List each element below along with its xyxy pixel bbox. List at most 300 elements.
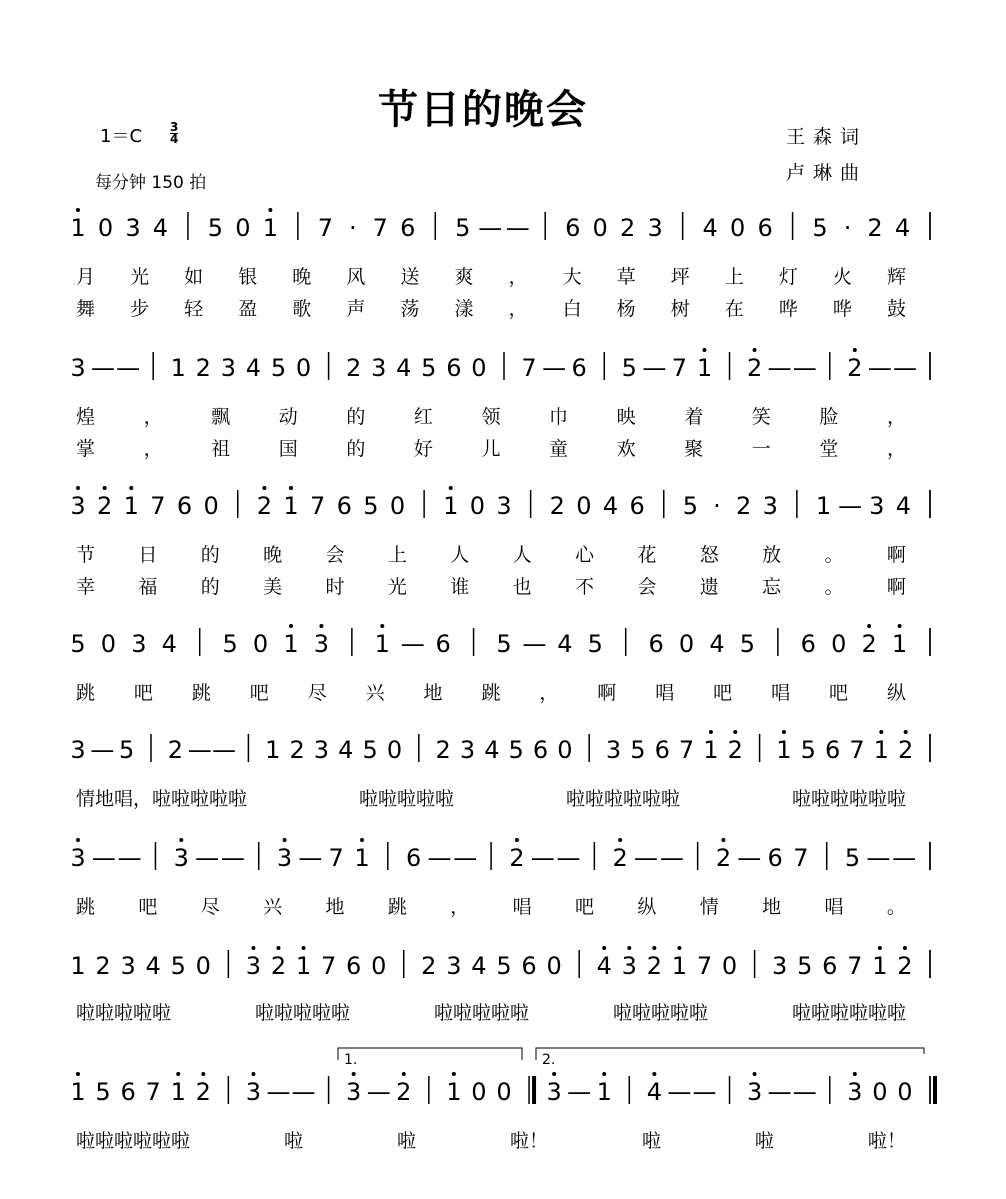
lyric-syllable: 啊 <box>886 576 906 598</box>
lyric-syllable: 爽 <box>454 266 474 288</box>
note: 5 <box>508 736 524 764</box>
note: 2 <box>612 844 628 872</box>
lyric-syllable: 节 <box>76 544 96 566</box>
note: 3 <box>70 736 86 764</box>
dash-note: — <box>117 844 142 872</box>
dash-note: — <box>567 1078 592 1106</box>
lyric-syllable: 人 <box>450 544 470 566</box>
dash-note: — <box>90 736 115 764</box>
note: 7 <box>317 214 333 242</box>
note: 4 <box>471 952 487 980</box>
dash-note: — <box>659 844 684 872</box>
tempo-marking: 每分钟 150 拍 <box>95 173 207 193</box>
lyric-syllable: 啦 <box>283 1130 303 1152</box>
dash-note: — <box>530 844 555 872</box>
note: 2 <box>861 630 877 658</box>
lyric-syllable: 啦啦啦啦啦啦 <box>791 1002 906 1024</box>
note: 6 <box>120 1078 136 1106</box>
note: 6 <box>800 630 816 658</box>
dash-note: — <box>427 844 452 872</box>
note: 7 <box>793 844 809 872</box>
lyric-syllable: ， <box>450 896 470 918</box>
lyric-syllable: 银 <box>238 266 258 288</box>
note: 2 <box>646 952 662 980</box>
key-signature: 1＝C <box>100 126 143 147</box>
high-octave-dot <box>76 1072 80 1076</box>
lyric-syllable: 映 <box>616 406 636 428</box>
high-octave-dot <box>289 486 293 490</box>
note: 1 <box>703 736 719 764</box>
lyric-line-1b <box>76 294 906 321</box>
lyric-syllable: 放 <box>762 544 782 566</box>
lyric-syllable: ， <box>886 406 906 428</box>
note: 2 <box>867 214 883 242</box>
note: 3 <box>869 492 885 520</box>
high-octave-dot <box>129 486 133 490</box>
lyric-syllable: 情地唱，啦啦啦啦啦 <box>76 788 248 810</box>
note: 5 <box>630 736 646 764</box>
dash-note: — <box>522 630 547 658</box>
high-octave-dot <box>879 730 883 734</box>
note: 2 <box>195 354 211 382</box>
note: 6 <box>405 844 422 872</box>
note: 3 <box>647 214 663 242</box>
note: 1 <box>354 844 370 872</box>
lyric-syllable: 坪 <box>670 266 690 288</box>
high-octave-dot <box>552 1072 556 1076</box>
high-octave-dot <box>76 486 80 490</box>
lyric-syllable: 尽 <box>307 682 327 704</box>
note: 1 <box>696 354 713 382</box>
lyric-syllable: 啊 <box>597 682 617 704</box>
note: 7 <box>145 1078 161 1106</box>
dash-note: — <box>892 354 917 382</box>
lyric-syllable: 地 <box>325 896 345 918</box>
lyric-syllable: 草 <box>616 266 636 288</box>
dash-note: — <box>366 1078 391 1106</box>
note: 0 <box>195 952 211 980</box>
note: 1 <box>70 1078 86 1106</box>
note: 0 <box>97 214 114 242</box>
note: 2 <box>549 492 565 520</box>
note: 5 <box>119 736 135 764</box>
note: 0 <box>386 736 403 764</box>
note: 4 <box>396 354 412 382</box>
note: 3 <box>245 1078 262 1106</box>
note: 0 <box>100 630 117 658</box>
dash-note: — <box>505 214 530 242</box>
dash-note: — <box>116 354 141 382</box>
dash-note: — <box>792 354 817 382</box>
note: 1 <box>872 952 888 980</box>
high-octave-dot <box>753 348 757 352</box>
high-octave-dot <box>515 838 519 842</box>
note: 1 <box>815 492 832 520</box>
lyric-syllable: 灯 <box>778 266 798 288</box>
note: 5 <box>844 844 861 872</box>
note: 3 <box>220 354 236 382</box>
note: 6 <box>648 630 664 658</box>
lyric-syllable: 盈 <box>238 298 258 320</box>
note: 6 <box>336 492 352 520</box>
note: 2 <box>167 736 184 764</box>
lyric-syllable: ， <box>886 438 906 460</box>
volta-label-second: 2. <box>542 1052 556 1068</box>
note: 5 <box>222 630 238 658</box>
note: 3 <box>371 354 387 382</box>
note: 6 <box>400 214 416 242</box>
lyric-syllable: 啦 <box>641 1130 661 1152</box>
note: 7 <box>678 736 695 764</box>
lyric-syllable: 火 <box>832 266 852 288</box>
high-octave-dot <box>251 1072 255 1076</box>
note: 6 <box>767 844 783 872</box>
lyric-syllable: 吧 <box>828 682 848 704</box>
dash-note: — <box>838 492 863 520</box>
note: 4 <box>484 736 500 764</box>
note: 3 <box>245 952 262 980</box>
note: 3 <box>70 492 86 520</box>
note: 6 <box>521 952 537 980</box>
note: 1 <box>170 354 186 382</box>
note: 6 <box>346 952 362 980</box>
note: 7 <box>309 492 326 520</box>
dash-note: — <box>634 844 658 872</box>
lyric-syllable: 唱 <box>655 682 675 704</box>
note: 0 <box>872 1078 888 1106</box>
dash-note: — <box>478 214 503 242</box>
high-octave-dot <box>652 946 656 950</box>
note: 2 <box>289 736 305 764</box>
lyric-line-2b <box>76 434 906 461</box>
high-octave-dot <box>380 624 384 628</box>
note: 0 <box>721 952 738 980</box>
lyric-syllable: 美 <box>263 576 283 598</box>
lyric-syllable: 风 <box>346 266 366 288</box>
note: 3 <box>605 736 622 764</box>
note: 2 <box>435 736 451 764</box>
note: 1 <box>295 952 312 980</box>
note: 3 <box>621 952 637 980</box>
note: 5 <box>270 354 287 382</box>
note: · <box>349 214 357 242</box>
lyric-syllable: 笑 <box>751 406 771 428</box>
lyric-syllable: 的 <box>346 438 366 460</box>
note: 4 <box>646 1078 662 1106</box>
note: 3 <box>313 736 330 764</box>
lyric-syllable: 掌 <box>76 438 96 460</box>
lyricist-credit: 王森词 <box>786 126 868 148</box>
lyric-syllable: ， <box>508 266 528 288</box>
lyric-syllable: 地 <box>423 682 443 704</box>
lyric-syllable: 的 <box>200 544 220 566</box>
lyric-syllable: 啦 <box>754 1130 774 1152</box>
note: 3 <box>772 952 788 980</box>
lyric-syllable: 煌 <box>76 406 96 428</box>
lyric-line-3a <box>76 540 906 567</box>
lyric-syllable: 领 <box>481 406 501 428</box>
note: 1 <box>873 736 889 764</box>
high-octave-dot <box>268 208 272 212</box>
lyric-syllable: 啦！ <box>867 1130 906 1152</box>
lyric-syllable: ， <box>539 682 559 704</box>
dash-note: — <box>556 844 581 872</box>
note: 5 <box>95 1078 111 1106</box>
lyric-line-5 <box>76 784 906 811</box>
lyric-syllable: 地 <box>762 896 782 918</box>
dash-note: — <box>187 736 212 764</box>
volta-bracket-second <box>536 1048 924 1060</box>
note: 1 <box>283 630 299 658</box>
lyric-syllable: 童 <box>549 438 569 460</box>
lyric-syllable: 会 <box>637 576 657 598</box>
high-octave-dot <box>904 730 908 734</box>
high-octave-dot <box>201 1072 205 1076</box>
lyric-syllable: 纵 <box>886 682 906 704</box>
note: 4 <box>894 214 911 242</box>
note: 6 <box>435 630 451 658</box>
lyric-syllable: 大 <box>562 266 582 288</box>
note: 4 <box>702 214 718 242</box>
high-octave-dot <box>733 730 737 734</box>
note: 5 <box>682 492 699 520</box>
note: 2 <box>396 1078 412 1106</box>
lyric-syllable: 啦啦啦啦啦啦 <box>76 1130 191 1152</box>
note: 5 <box>455 214 471 242</box>
high-octave-dot <box>402 1072 406 1076</box>
note: 4 <box>245 354 262 382</box>
note: 7 <box>372 214 388 242</box>
note: · <box>713 492 721 520</box>
lyric-syllable: 跳 <box>191 682 211 704</box>
note: 0 <box>576 492 592 520</box>
note: 6 <box>757 214 773 242</box>
dash-note: — <box>266 1078 291 1106</box>
note: 2 <box>256 492 273 520</box>
lyric-syllable: 兴 <box>365 682 385 704</box>
lyric-syllable: 时 <box>325 576 345 598</box>
note: 5 <box>797 952 813 980</box>
high-octave-dot <box>449 486 453 490</box>
high-octave-dot <box>302 946 306 950</box>
dash-note: — <box>91 844 116 872</box>
note: 6 <box>571 354 587 382</box>
lyric-line-2a <box>76 402 906 429</box>
lyric-syllable: 啦！ <box>509 1130 548 1152</box>
lyric-syllable: 好 <box>413 438 433 460</box>
note: 2 <box>735 492 752 520</box>
lyric-syllable: 日 <box>138 544 158 566</box>
high-octave-dot <box>103 486 107 490</box>
dash-note: — <box>291 1078 316 1106</box>
note: 7 <box>671 354 688 382</box>
note: 2 <box>897 952 913 980</box>
note: 6 <box>822 952 838 980</box>
lyric-syllable: 不 <box>575 576 595 598</box>
lyric-syllable: 晚 <box>292 266 312 288</box>
high-octave-dot <box>652 1072 656 1076</box>
note: 5 <box>496 630 512 658</box>
high-octave-dot <box>753 1072 757 1076</box>
high-octave-dot <box>618 838 622 842</box>
dash-note: — <box>866 844 891 872</box>
high-octave-dot <box>782 730 786 734</box>
note: 4 <box>895 492 912 520</box>
lyric-syllable: 光 <box>387 576 407 598</box>
lyric-syllable: 的 <box>200 576 220 598</box>
lyric-syllable: 哗 <box>832 298 852 320</box>
note: 1 <box>671 952 688 980</box>
lyric-syllable: 国 <box>278 438 298 460</box>
lyric-syllable: 巾 <box>549 406 569 428</box>
high-octave-dot <box>176 1072 180 1076</box>
note: 0 <box>235 214 251 242</box>
note: 4 <box>557 630 573 658</box>
dash-note: — <box>212 736 237 764</box>
lyric-syllable: 啦啦啦啦啦 <box>433 1002 529 1024</box>
note: 4 <box>152 214 169 242</box>
lyric-line-6 <box>76 892 906 919</box>
lyric-syllable: 漾 <box>454 298 474 320</box>
dash-note: — <box>892 844 917 872</box>
note: 3 <box>847 1078 863 1106</box>
note: 1 <box>446 1078 462 1106</box>
lyric-syllable: 啦啦啦啦啦 <box>358 788 454 810</box>
high-octave-dot <box>602 1072 606 1076</box>
note: 2 <box>746 354 763 382</box>
dash-note: — <box>767 1078 792 1106</box>
note: 0 <box>295 354 312 382</box>
song-title: 节日的晚会 <box>378 87 588 133</box>
lyric-syllable: 送 <box>400 266 420 288</box>
lyric-line-1a <box>76 262 906 289</box>
note: · <box>843 214 852 242</box>
lyric-syllable: 步 <box>130 298 150 320</box>
lyric-syllable: 脸 <box>819 406 839 428</box>
high-octave-dot <box>602 946 606 950</box>
lyric-syllable: ， <box>143 406 163 428</box>
note: 2 <box>715 844 732 872</box>
note: 4 <box>145 952 161 980</box>
lyric-syllable: 如 <box>184 266 204 288</box>
lyric-syllable: 吧 <box>713 682 733 704</box>
lyric-line-7 <box>76 998 906 1025</box>
high-octave-dot <box>360 838 364 842</box>
note: 2 <box>195 1078 211 1106</box>
note: 0 <box>546 952 562 980</box>
lyric-syllable: 欢 <box>616 438 636 460</box>
note: 4 <box>709 630 725 658</box>
note: 2 <box>898 736 914 764</box>
note: 3 <box>746 1078 763 1106</box>
lyric-syllable: 情 <box>699 896 719 918</box>
note: 1 <box>283 492 299 520</box>
lyric-syllable: 啦 <box>396 1130 416 1152</box>
lyric-syllable: 舞 <box>76 298 96 320</box>
lyric-syllable: 会 <box>325 544 345 566</box>
note: 1 <box>70 952 86 980</box>
note: 1 <box>891 630 908 658</box>
dash-note: — <box>767 354 792 382</box>
note: 6 <box>565 214 581 242</box>
note: 0 <box>471 1078 487 1106</box>
lyric-syllable: 飘 <box>211 406 231 428</box>
note: 5 <box>207 214 224 242</box>
note: 3 <box>546 1078 562 1106</box>
lyric-syllable: 动 <box>278 406 298 428</box>
note: 6 <box>176 492 193 520</box>
dash-note: — <box>792 1078 817 1106</box>
high-octave-dot <box>853 348 857 352</box>
lyric-syllable: 一 <box>751 438 771 460</box>
lyric-syllable: 花 <box>637 544 657 566</box>
lyric-syllable: 吧 <box>133 682 153 704</box>
lyric-syllable: 吧 <box>138 896 158 918</box>
lyric-syllable: 祖 <box>211 438 231 460</box>
lyric-syllable: 吧 <box>249 682 269 704</box>
lyric-syllable: 福 <box>138 576 158 598</box>
high-octave-dot <box>903 946 907 950</box>
note: 6 <box>446 354 462 382</box>
lyric-syllable: 唱 <box>771 682 791 704</box>
high-octave-dot <box>627 946 631 950</box>
lyric-syllable: 着 <box>684 406 704 428</box>
lyric-syllable: 在 <box>724 298 744 320</box>
note: 5 <box>70 630 86 658</box>
note: 7 <box>150 492 166 520</box>
high-octave-dot <box>76 208 80 212</box>
high-octave-dot <box>452 1072 456 1076</box>
lyric-syllable: 声 <box>346 298 366 320</box>
lyric-syllable: 吧 <box>575 896 595 918</box>
note: 0 <box>389 492 406 520</box>
note: 4 <box>338 736 354 764</box>
note: 0 <box>496 1078 512 1106</box>
note: 2 <box>346 354 362 382</box>
note: 1 <box>443 492 459 520</box>
lyric-line-4 <box>76 678 906 705</box>
high-octave-dot <box>262 486 266 490</box>
note: 1 <box>776 736 792 764</box>
dash-note: — <box>91 354 116 382</box>
high-octave-dot <box>709 730 713 734</box>
note: 5 <box>421 354 437 382</box>
note: 3 <box>496 492 512 520</box>
note: 5 <box>170 952 186 980</box>
lyric-syllable: 。 <box>886 896 906 918</box>
high-octave-dot <box>76 838 80 842</box>
lyric-syllable: 啦啦啦啦啦 <box>254 1002 350 1024</box>
note: 7 <box>696 952 713 980</box>
note: 3 <box>70 844 86 872</box>
lyric-syllable: ， <box>508 298 528 320</box>
lyric-syllable: 的 <box>346 406 366 428</box>
note: 3 <box>276 844 293 872</box>
note: 1 <box>123 492 139 520</box>
note: 3 <box>70 354 86 382</box>
high-octave-dot <box>853 1072 857 1076</box>
note: 7 <box>521 354 537 382</box>
lyric-syllable: 哗 <box>778 298 798 320</box>
lyric-syllable: 忘 <box>762 576 782 598</box>
lyric-syllable: 上 <box>387 544 407 566</box>
note: 4 <box>596 952 612 980</box>
lyric-syllable: 。 <box>824 544 844 566</box>
composer-credit: 卢琳曲 <box>786 162 868 184</box>
lyric-line-3b <box>76 572 906 599</box>
note: 5 <box>496 952 512 980</box>
note: 2 <box>270 952 287 980</box>
